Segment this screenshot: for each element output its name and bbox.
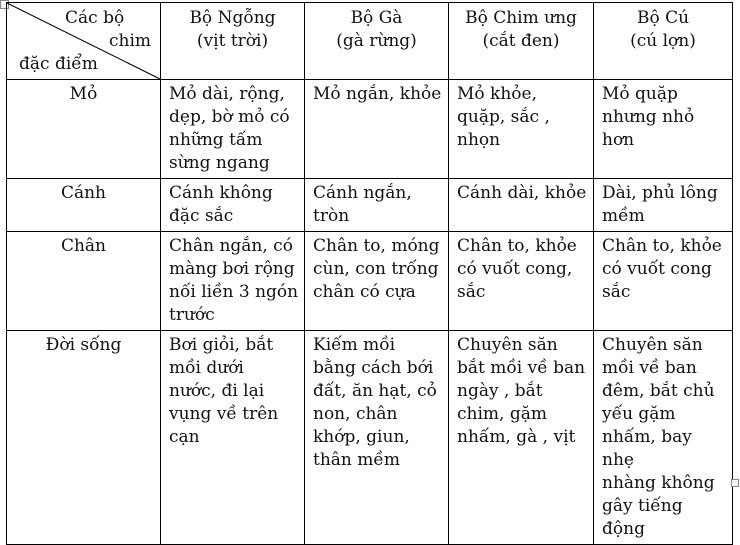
table-row-beak bbox=[7, 80, 733, 179]
column-header-name: Bộ Cú bbox=[636, 8, 690, 28]
column-header-sub: (cắt đen) bbox=[482, 31, 560, 51]
row-label: Chân bbox=[7, 232, 161, 331]
cell-line: Chân to, móng bbox=[313, 236, 440, 256]
cell-line: nhọn bbox=[457, 130, 501, 150]
table-cell bbox=[305, 232, 449, 331]
cell-line: Dài, phủ lông bbox=[602, 183, 718, 203]
cell-line: Mỏ dài, rộng, bbox=[169, 84, 285, 104]
cell-line: non, chân bbox=[313, 404, 398, 424]
cell-line: hơn bbox=[602, 130, 635, 150]
cell-line: quặp, sắc , bbox=[457, 107, 550, 127]
column-header-sub: (vịt trời) bbox=[196, 31, 269, 51]
table-cell bbox=[594, 179, 733, 232]
table-cell bbox=[594, 232, 733, 331]
corner-label-top: Các bộ bbox=[65, 8, 125, 28]
table-row-wing bbox=[7, 179, 733, 232]
cell-line: Kiếm mồi bbox=[313, 335, 396, 355]
table-cell bbox=[449, 80, 594, 179]
cell-line: Mỏ quặp bbox=[602, 84, 678, 104]
cell-line: nhàng không bbox=[602, 473, 715, 493]
cell-line: sừng ngang bbox=[169, 153, 270, 173]
cell-line: mồi về ban bbox=[602, 358, 697, 378]
column-header-name: Bộ Chim ưng bbox=[465, 8, 577, 28]
cell-line: dẹp, bờ mỏ có bbox=[169, 107, 290, 127]
cell-line: đặc sắc bbox=[169, 206, 234, 226]
bird-orders-table-container bbox=[6, 2, 732, 545]
cell-line: sắc bbox=[457, 282, 486, 302]
cell-line: Cánh ngắn, bbox=[313, 183, 412, 203]
cell-line: ngày , bắt bbox=[457, 381, 543, 401]
table-cell bbox=[449, 331, 594, 545]
column-header-cell bbox=[305, 3, 449, 80]
cell-line: nhưng nhỏ bbox=[602, 107, 695, 127]
bird-orders-table bbox=[6, 2, 733, 545]
table-cell bbox=[594, 80, 733, 179]
header-row bbox=[7, 3, 733, 80]
cell-line: chim, gặm bbox=[457, 404, 547, 424]
cell-line: thân mềm bbox=[313, 450, 400, 470]
table-resize-handle[interactable] bbox=[731, 479, 739, 487]
column-header-name: Bộ Ngỗng bbox=[189, 8, 276, 28]
table-cell bbox=[305, 179, 449, 232]
cell-line: tròn bbox=[313, 206, 350, 226]
cell-line: nước, đi lại bbox=[169, 381, 265, 401]
column-header-cell bbox=[449, 3, 594, 80]
cell-line: đất, ăn hạt, cỏ bbox=[313, 381, 437, 401]
cell-line: nhấm, bay nhẹ bbox=[602, 427, 692, 470]
cell-line: mồi dưới bbox=[169, 358, 244, 378]
cell-line: màng bơi rộng bbox=[169, 259, 295, 279]
table-cell bbox=[594, 331, 733, 545]
cell-line: trước bbox=[169, 305, 215, 325]
column-header-cell bbox=[594, 3, 733, 80]
column-header-cell bbox=[161, 3, 305, 80]
table-cell bbox=[305, 80, 449, 179]
table-cell bbox=[161, 331, 305, 545]
cell-line: chân có cựa bbox=[313, 282, 416, 302]
cell-line: mềm bbox=[602, 206, 645, 226]
table-cell bbox=[161, 80, 305, 179]
cell-line: bắt mồi về ban bbox=[457, 358, 586, 378]
cell-line: gây tiếng động bbox=[602, 496, 683, 539]
row-label: Cánh bbox=[7, 179, 161, 232]
cell-line: yếu gặm bbox=[602, 404, 676, 424]
corner-label-middle: chim bbox=[109, 31, 152, 51]
cell-line: đêm, bắt chủ bbox=[602, 381, 715, 401]
cell-line: Chân to, khỏe bbox=[602, 236, 722, 256]
cell-line: những tấm bbox=[169, 130, 263, 150]
corner-header-cell bbox=[7, 3, 161, 80]
table-cell bbox=[305, 331, 449, 545]
cell-line: Cánh không bbox=[169, 183, 273, 203]
column-header-sub: (gà rừng) bbox=[336, 31, 417, 51]
cell-line: Cánh dài, khỏe bbox=[457, 183, 587, 203]
cell-line: bằng cách bới bbox=[313, 358, 434, 378]
row-label: Mỏ bbox=[7, 80, 161, 179]
table-cell bbox=[449, 179, 594, 232]
column-header-sub: (cú lợn) bbox=[630, 31, 696, 51]
table-cell bbox=[161, 232, 305, 331]
cell-line: Chuyên săn bbox=[457, 335, 558, 355]
table-cell bbox=[449, 232, 594, 331]
cell-line: Chuyên săn bbox=[602, 335, 703, 355]
cell-line: sắc bbox=[602, 282, 631, 302]
cell-line: Bơi giỏi, bắt bbox=[169, 335, 274, 355]
cell-line: vụng về trên bbox=[169, 404, 279, 424]
cell-line: Chân to, khỏe bbox=[457, 236, 577, 256]
cell-line: có vuốt cong, bbox=[457, 259, 573, 279]
table-row-lifestyle bbox=[7, 331, 733, 545]
table-cell bbox=[161, 179, 305, 232]
corner-label-bottom: đặc điểm bbox=[19, 54, 98, 74]
cell-line: cùn, con trống bbox=[313, 259, 439, 279]
cell-line: có vuốt cong bbox=[602, 259, 712, 279]
table-row-leg bbox=[7, 232, 733, 331]
cell-line: nối liền 3 ngón bbox=[169, 282, 299, 302]
cell-line: Mỏ khỏe, bbox=[457, 84, 537, 104]
cell-line: khớp, giun, bbox=[313, 427, 410, 447]
cell-line: nhấm, gà , vịt bbox=[457, 427, 576, 447]
column-header-name: Bộ Gà bbox=[350, 8, 403, 28]
row-label: Đời sống bbox=[7, 331, 161, 545]
cell-line: Mỏ ngắn, khỏe bbox=[313, 84, 442, 104]
cell-line: Chân ngắn, có bbox=[169, 236, 293, 256]
cell-line: cạn bbox=[169, 427, 200, 447]
